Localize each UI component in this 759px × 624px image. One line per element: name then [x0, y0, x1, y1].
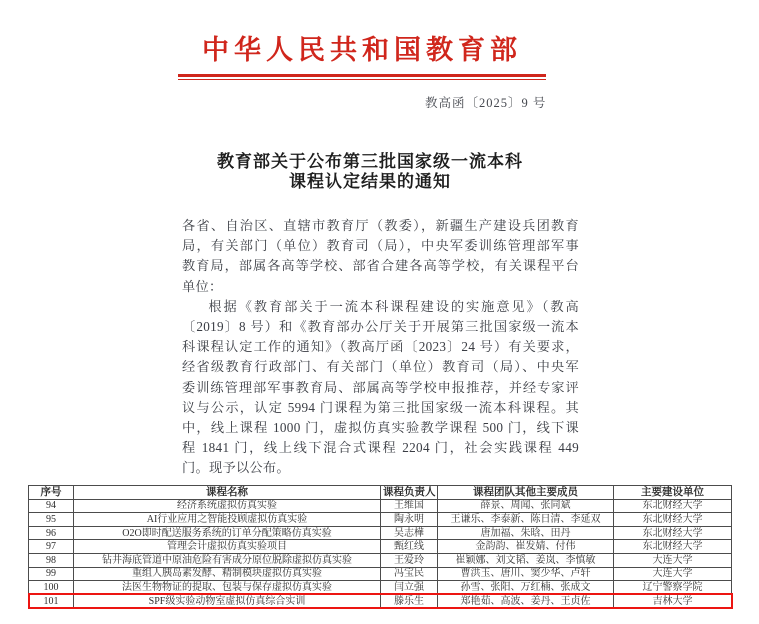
column-header: 课程团队其他主要成员 — [438, 486, 614, 500]
university-cell: 东北财经大学 — [614, 526, 732, 540]
leader-cell: 甄红线 — [381, 540, 438, 554]
column-header: 序号 — [29, 486, 74, 500]
notice-title-line2: 课程认定结果的通知 — [289, 172, 451, 191]
team-members-cell: 金韵韵、崔发婧、付伟 — [438, 540, 614, 554]
body-text-line: 中，线上课程 1000 门，虚拟仿真实验教学课程 500 门，线下课 — [182, 419, 579, 435]
notice-title-line1: 教育部关于公布第三批国家级一流本科 — [217, 152, 523, 171]
body-text-line: 根据《教育部关于一流本科课程建设的实施意见》（教高 — [208, 298, 579, 314]
column-header: 课程负责人 — [381, 486, 438, 500]
body-text-line: 教育局，部属各高等学校、部省合建各高等学校，有关课程平台 — [182, 258, 579, 274]
document-number: 教高函〔2025〕9 号 — [425, 96, 547, 110]
letterhead-separator-rule — [178, 74, 546, 80]
course-results-table — [28, 485, 732, 608]
body-text-line: 经省级教育行政部门、有关部门（单位）教育司（局）、中央军 — [182, 359, 579, 375]
table-body — [29, 499, 732, 608]
table-header — [29, 486, 732, 500]
course-name-cell: 钻井海底管道中原油危险有害成分原位脱除虚拟仿真实验 — [74, 553, 381, 567]
table-row — [29, 513, 732, 527]
body-text-line: 程 1841 门，线上线下混合式课程 2204 门，社会实践课程 449 — [182, 440, 579, 456]
recipients-paragraph — [182, 216, 579, 297]
university-cell: 东北财经大学 — [614, 540, 732, 554]
table-row — [29, 581, 732, 595]
ministry-letterhead — [172, 28, 552, 67]
leader-cell: 吴志樺 — [381, 526, 438, 540]
body-text-line: 各省、自治区、直辖市教育厅（教委），新疆生产建设兵团教育 — [182, 218, 579, 233]
body-text-line: 委训练管理部军事教育局、部属高等学校申报推荐，并经专家评 — [182, 379, 579, 395]
university-cell: 大连大学 — [614, 553, 732, 567]
table-row — [29, 526, 732, 540]
course-name-cell: 重组人胰岛素发酵、精制模块虚拟仿真实验 — [74, 567, 381, 581]
university-cell: 辽宁警察学院 — [614, 581, 732, 595]
table-row — [29, 540, 732, 554]
team-members-cell: 薛景、周闻、张同斌 — [438, 499, 614, 513]
course-name-cell: O2O即时配送服务系统的订单分配策略仿真实验 — [74, 526, 381, 540]
notice-title — [140, 152, 600, 192]
leader-cell: 冯宝民 — [381, 567, 438, 581]
university-cell: 大连大学 — [614, 567, 732, 581]
body-text-line: 〔2019〕8 号）和《教育部办公厅关于开展第三批国家级一流本 — [182, 318, 579, 334]
team-members-cell: 孙雪、张阳、万红楠、张成文 — [438, 581, 614, 595]
table-header-row — [29, 486, 732, 500]
leader-cell: 王维国 — [381, 499, 438, 513]
announcement-paragraph — [182, 297, 579, 479]
team-members-cell: 崔颖娜、刘文韬、姜岚、李慎敏 — [438, 553, 614, 567]
leader-cell: 滕乐生 — [381, 594, 438, 608]
team-members-cell: 曹洪玉、唐川、窦少华、卢轩 — [438, 567, 614, 581]
serial-cell: 96 — [29, 526, 74, 540]
ministry-name: 中华人民共和国教育部 — [202, 35, 522, 65]
body-text-line: 议与公示，认定 5994 门课程为第三批国家级一流本科课程。其 — [182, 399, 579, 415]
body-text-line: 科课程认定工作的通知》（教高厅函〔2023〕24 号）有关要求， — [182, 339, 579, 355]
column-header: 主要建设单位 — [614, 486, 732, 500]
course-name-cell: 法医生物物证的提取、包装与保存虚拟仿真实验 — [74, 581, 381, 595]
notice-body — [182, 216, 579, 478]
serial-cell: 97 — [29, 540, 74, 554]
team-members-cell: 郑艳茹、高波、姜丹、王贞佐 — [438, 594, 614, 608]
university-cell: 东北财经大学 — [614, 499, 732, 513]
course-name-cell: AI行业应用之智能投顾虚拟仿真实验 — [74, 513, 381, 527]
table-row-highlighted — [29, 594, 732, 608]
body-text-line: 门。现予以公布。 — [182, 460, 290, 476]
body-text-line: 单位： — [182, 278, 223, 294]
course-name-cell: 经济系统虚拟仿真实验 — [74, 499, 381, 513]
course-name-cell: SPF级实验动物室虚拟仿真综合实训 — [74, 594, 381, 608]
leader-cell: 陶永明 — [381, 513, 438, 527]
table-row — [29, 567, 732, 581]
course-name-cell: 管理会计虚拟仿真实验项目 — [74, 540, 381, 554]
leader-cell: 王爱玲 — [381, 553, 438, 567]
team-members-cell: 唐加福、朱晗、田丹 — [438, 526, 614, 540]
column-header: 课程名称 — [74, 486, 381, 500]
serial-cell: 98 — [29, 553, 74, 567]
serial-cell: 100 — [29, 581, 74, 595]
table-row — [29, 499, 732, 513]
leader-cell: 闫立强 — [381, 581, 438, 595]
serial-cell: 99 — [29, 567, 74, 581]
serial-cell: 94 — [29, 499, 74, 513]
university-cell: 东北财经大学 — [614, 513, 732, 527]
team-members-cell: 王谦乐、李泰新、陈日清、李延双 — [438, 513, 614, 527]
serial-cell: 101 — [29, 594, 74, 608]
serial-cell: 95 — [29, 513, 74, 527]
university-cell: 吉林大学 — [614, 594, 732, 608]
table-row — [29, 553, 732, 567]
body-text-line: 局，有关部门（单位）教育司（局），中央军委训练管理部军事 — [182, 238, 579, 254]
